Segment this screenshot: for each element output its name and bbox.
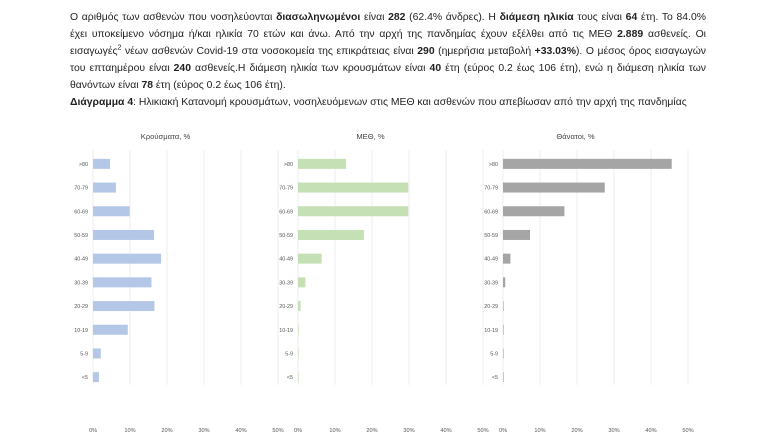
- y-tick-label: <5: [81, 375, 88, 382]
- para-bold: 2.889: [617, 29, 644, 40]
- para-bold: 290: [417, 46, 435, 57]
- para-text: ασθενείς. Οι εισαγωγές: [70, 29, 706, 57]
- para-text: ασθενείς.Η διάμεση ηλικία των κρουσμάτων είναι: [190, 63, 430, 74]
- x-tick-label: 50%: [272, 428, 284, 434]
- x-tick-label: 20%: [366, 428, 378, 434]
- para-bold: 40: [429, 63, 442, 74]
- x-tick-label: 30%: [403, 428, 415, 434]
- bar: [503, 348, 504, 358]
- bar: [93, 230, 154, 240]
- x-tick-label: 0%: [498, 428, 508, 434]
- y-tick-label: 5-9: [285, 351, 293, 358]
- y-tick-label: 50-59: [484, 232, 498, 239]
- bar: [93, 254, 161, 264]
- y-tick-label: 30-39: [279, 280, 293, 287]
- y-tick-label: <5: [491, 375, 498, 382]
- para-text: τους είναι: [573, 12, 626, 23]
- para-bold: 282: [388, 12, 406, 23]
- y-tick-label: 70-79: [279, 185, 293, 192]
- y-tick-label: 60-69: [484, 209, 498, 216]
- y-tick-label: 40-49: [484, 256, 498, 263]
- y-tick-label: >80: [78, 161, 88, 168]
- figure-caption: : Ηλικιακή Κατανομή κρουσμάτων, νοσηλευόμενων στις ΜΕΘ και ασθενών που απεβίωσαν από την αρχή της πανδημίας: [133, 97, 687, 108]
- bar: [503, 372, 504, 382]
- bar: [503, 230, 530, 240]
- y-tick-label: 20-29: [74, 304, 88, 311]
- x-tick-label: 40%: [235, 428, 247, 434]
- bar: [298, 301, 301, 311]
- y-tick-label: 40-49: [279, 256, 293, 263]
- y-tick-label: 60-69: [74, 209, 88, 216]
- x-tick-label: 10%: [124, 428, 136, 434]
- y-tick-label: 5-9: [490, 351, 498, 358]
- y-tick-label: 20-29: [279, 304, 293, 311]
- bar: [298, 325, 299, 335]
- y-tick-label: >80: [488, 161, 498, 168]
- para-text: Ο αριθμός των ασθενών που νοσηλεύονται: [70, 12, 277, 23]
- para-bold: διάμεση ηλικία: [499, 12, 574, 23]
- x-tick-label: 50%: [477, 428, 489, 434]
- bar: [503, 325, 504, 335]
- bar: [503, 183, 605, 193]
- panel-title: ΜΕΘ, %: [356, 132, 385, 141]
- bar: [93, 206, 130, 216]
- bar: [503, 277, 505, 287]
- bar: [503, 301, 504, 311]
- bar: [298, 254, 322, 264]
- y-tick-label: 20-29: [484, 304, 498, 311]
- bar: [503, 206, 564, 216]
- para-text: (62.4% άνδρες). Η: [405, 12, 500, 23]
- x-tick-label: 30%: [608, 428, 620, 434]
- y-tick-label: 50-59: [279, 232, 293, 239]
- bar: [93, 325, 128, 335]
- y-tick-label: 60-69: [279, 209, 293, 216]
- y-tick-label: 5-9: [80, 351, 88, 358]
- bar: [298, 277, 305, 287]
- y-tick-label: <5: [286, 375, 293, 382]
- y-tick-label: 40-49: [74, 256, 88, 263]
- x-tick-label: 10%: [534, 428, 546, 434]
- x-tick-label: 0%: [293, 428, 303, 434]
- x-tick-label: 10%: [329, 428, 341, 434]
- para-text: είναι: [360, 12, 389, 23]
- bar: [93, 372, 99, 382]
- bar: [93, 348, 101, 358]
- y-tick-label: 30-39: [484, 280, 498, 287]
- para-text: νέων ασθενών Covid-19 στα νοσοκομεία της επικράτειας είναι: [121, 46, 418, 57]
- x-tick-label: 40%: [440, 428, 452, 434]
- para-text: έτη (εύρος 0.2 έως 106 έτη).: [153, 80, 286, 91]
- bar: [298, 230, 364, 240]
- bar: [298, 206, 408, 216]
- para-text: έτη (εύρος 0.2 έως 106 έτη), ενώ η διάμεση ηλικία των θανόντων είναι: [70, 63, 707, 91]
- x-tick-label: 30%: [198, 428, 210, 434]
- bar: [503, 159, 672, 169]
- bar: [298, 183, 408, 193]
- x-tick-label: 20%: [161, 428, 173, 434]
- bar: [298, 348, 299, 358]
- para-bold: 78: [141, 80, 154, 91]
- y-tick-label: 30-39: [74, 280, 88, 287]
- footnote-mark: 2: [117, 44, 122, 52]
- para-bold: +33.03%: [534, 46, 576, 57]
- bar: [93, 159, 110, 169]
- x-tick-label: 50%: [682, 428, 694, 434]
- y-tick-label: 10-19: [279, 327, 293, 334]
- y-tick-label: 70-79: [74, 185, 88, 192]
- x-tick-label: 0%: [88, 428, 98, 434]
- y-tick-label: 50-59: [74, 232, 88, 239]
- x-tick-label: 40%: [645, 428, 657, 434]
- bar: [93, 183, 116, 193]
- panel-title: Θάνατοι, %: [556, 132, 595, 141]
- para-text: (ημερήσια μεταβολή: [434, 46, 535, 57]
- x-tick-label: 20%: [571, 428, 583, 434]
- para-text: έτη. Το 84.0% έχει υποκείμενο νόσημα ή/και ηλικία 70 ετών και άνω. Από την αρχή της πανδημίας έχουν εξέλθει από τις ΜΕΘ: [70, 12, 706, 40]
- bar: [298, 159, 346, 169]
- bar: [93, 277, 151, 287]
- figure-caption-label: Διάγραμμα 4: [70, 97, 134, 108]
- para-bold: 64: [625, 12, 638, 23]
- panel-title: Κρούσματα, %: [140, 132, 191, 141]
- para-bold: 240: [173, 63, 191, 74]
- para-bold: διασωληνωμένοι: [276, 12, 361, 23]
- para-text: ). Ο μέσος όρος εισαγωγών του επταημέρου είναι: [70, 46, 707, 74]
- y-tick-label: 10-19: [484, 327, 498, 334]
- bar: [503, 254, 510, 264]
- y-tick-label: >80: [283, 161, 293, 168]
- y-tick-label: 10-19: [74, 327, 88, 334]
- y-tick-label: 70-79: [484, 185, 498, 192]
- bar: [298, 372, 299, 382]
- bar: [93, 301, 154, 311]
